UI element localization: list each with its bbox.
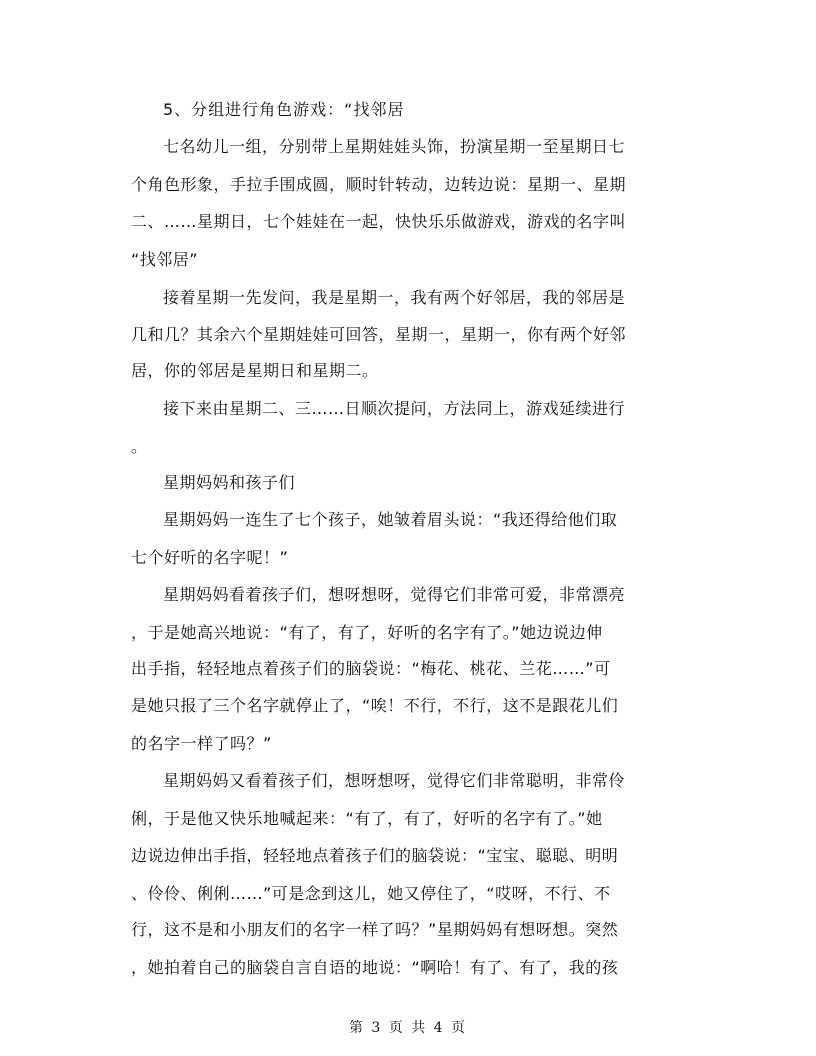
paragraph-line: 星期妈妈看着孩子们，想呀想呀，觉得它们非常可爱，非常漂亮 — [163, 585, 626, 604]
paragraph-line: 七个好听的名字呢！” — [131, 548, 289, 567]
paragraph-line: ，于是她高兴地说：“有了，有了，好听的名字有了。”她边说边伸 — [131, 623, 603, 642]
paragraph-line: 七名幼儿一组，分别带上星期娃娃头饰，扮演星期一至星期日七 — [163, 137, 626, 156]
paragraph-line: 接下来由星期二、三……日顺次提问，方法同上，游戏延续进行 — [163, 399, 626, 418]
paragraph-line: 星期妈妈一连生了七个孩子，她皱着眉头说：“我还得给他们取 — [163, 510, 618, 529]
section-heading: 5、分组进行角色游戏：“找邻居 — [163, 100, 405, 119]
paragraph-line: 。 — [131, 437, 148, 456]
paragraph-line: 二、……星期日，七个娃娃在一起，快快乐乐做游戏，游戏的名字叫 — [131, 212, 627, 231]
paragraph-line: 星期妈妈又看着孩子们，想呀想呀，觉得它们非常聪明，非常伶 — [163, 771, 626, 790]
subheading: 星期妈妈和孩子们 — [163, 473, 296, 492]
paragraph-line: 居，你的邻居是星期日和星期二。 — [131, 361, 379, 380]
paragraph-line: 几和几？其余六个星期娃娃可回答，星期一，星期一，你有两个好邻 — [131, 325, 627, 344]
page-footer: 第 3 页 共 4 页 — [348, 1020, 468, 1036]
paragraph-line: 的名字一样了吗？” — [131, 734, 272, 753]
paragraph-line: 行，这不是和小朋友们的名字一样了吗？”星期妈妈有想呀想。突然 — [131, 920, 619, 939]
paragraph-line: 个角色形象，手拉手围成圆，顺时针转动，边转边说：星期一、星期 — [131, 175, 627, 194]
paragraph-line: 、伶伶、俐俐……”可是念到这儿，她又停住了，“哎呀，不行、不 — [131, 884, 611, 903]
paragraph-line: 出手指，轻轻地点着孩子们的脑袋说：“梅花、桃花、兰花……”可 — [131, 659, 611, 678]
paragraph-line: 俐，于是他又快乐地喊起来：“有了，有了，好听的名字有了。”她 — [131, 809, 603, 828]
paragraph-line: 边说边伸出手指，轻轻地点着孩子们的脑袋说：“宝宝、聪聪、明明 — [131, 846, 619, 865]
paragraph-line: 是她只报了三个名字就停止了，“唉！不行，不行，这不是跟花儿们 — [131, 696, 619, 715]
paragraph-line: ，她拍着自己的脑袋自言自语的地说：“啊哈！有了、有了，我的孩 — [131, 958, 619, 977]
paragraph-line: “找邻居” — [131, 250, 199, 269]
paragraph-line: 接着星期一先发问，我是星期一，我有两个好邻居，我的邻居是 — [163, 288, 626, 307]
